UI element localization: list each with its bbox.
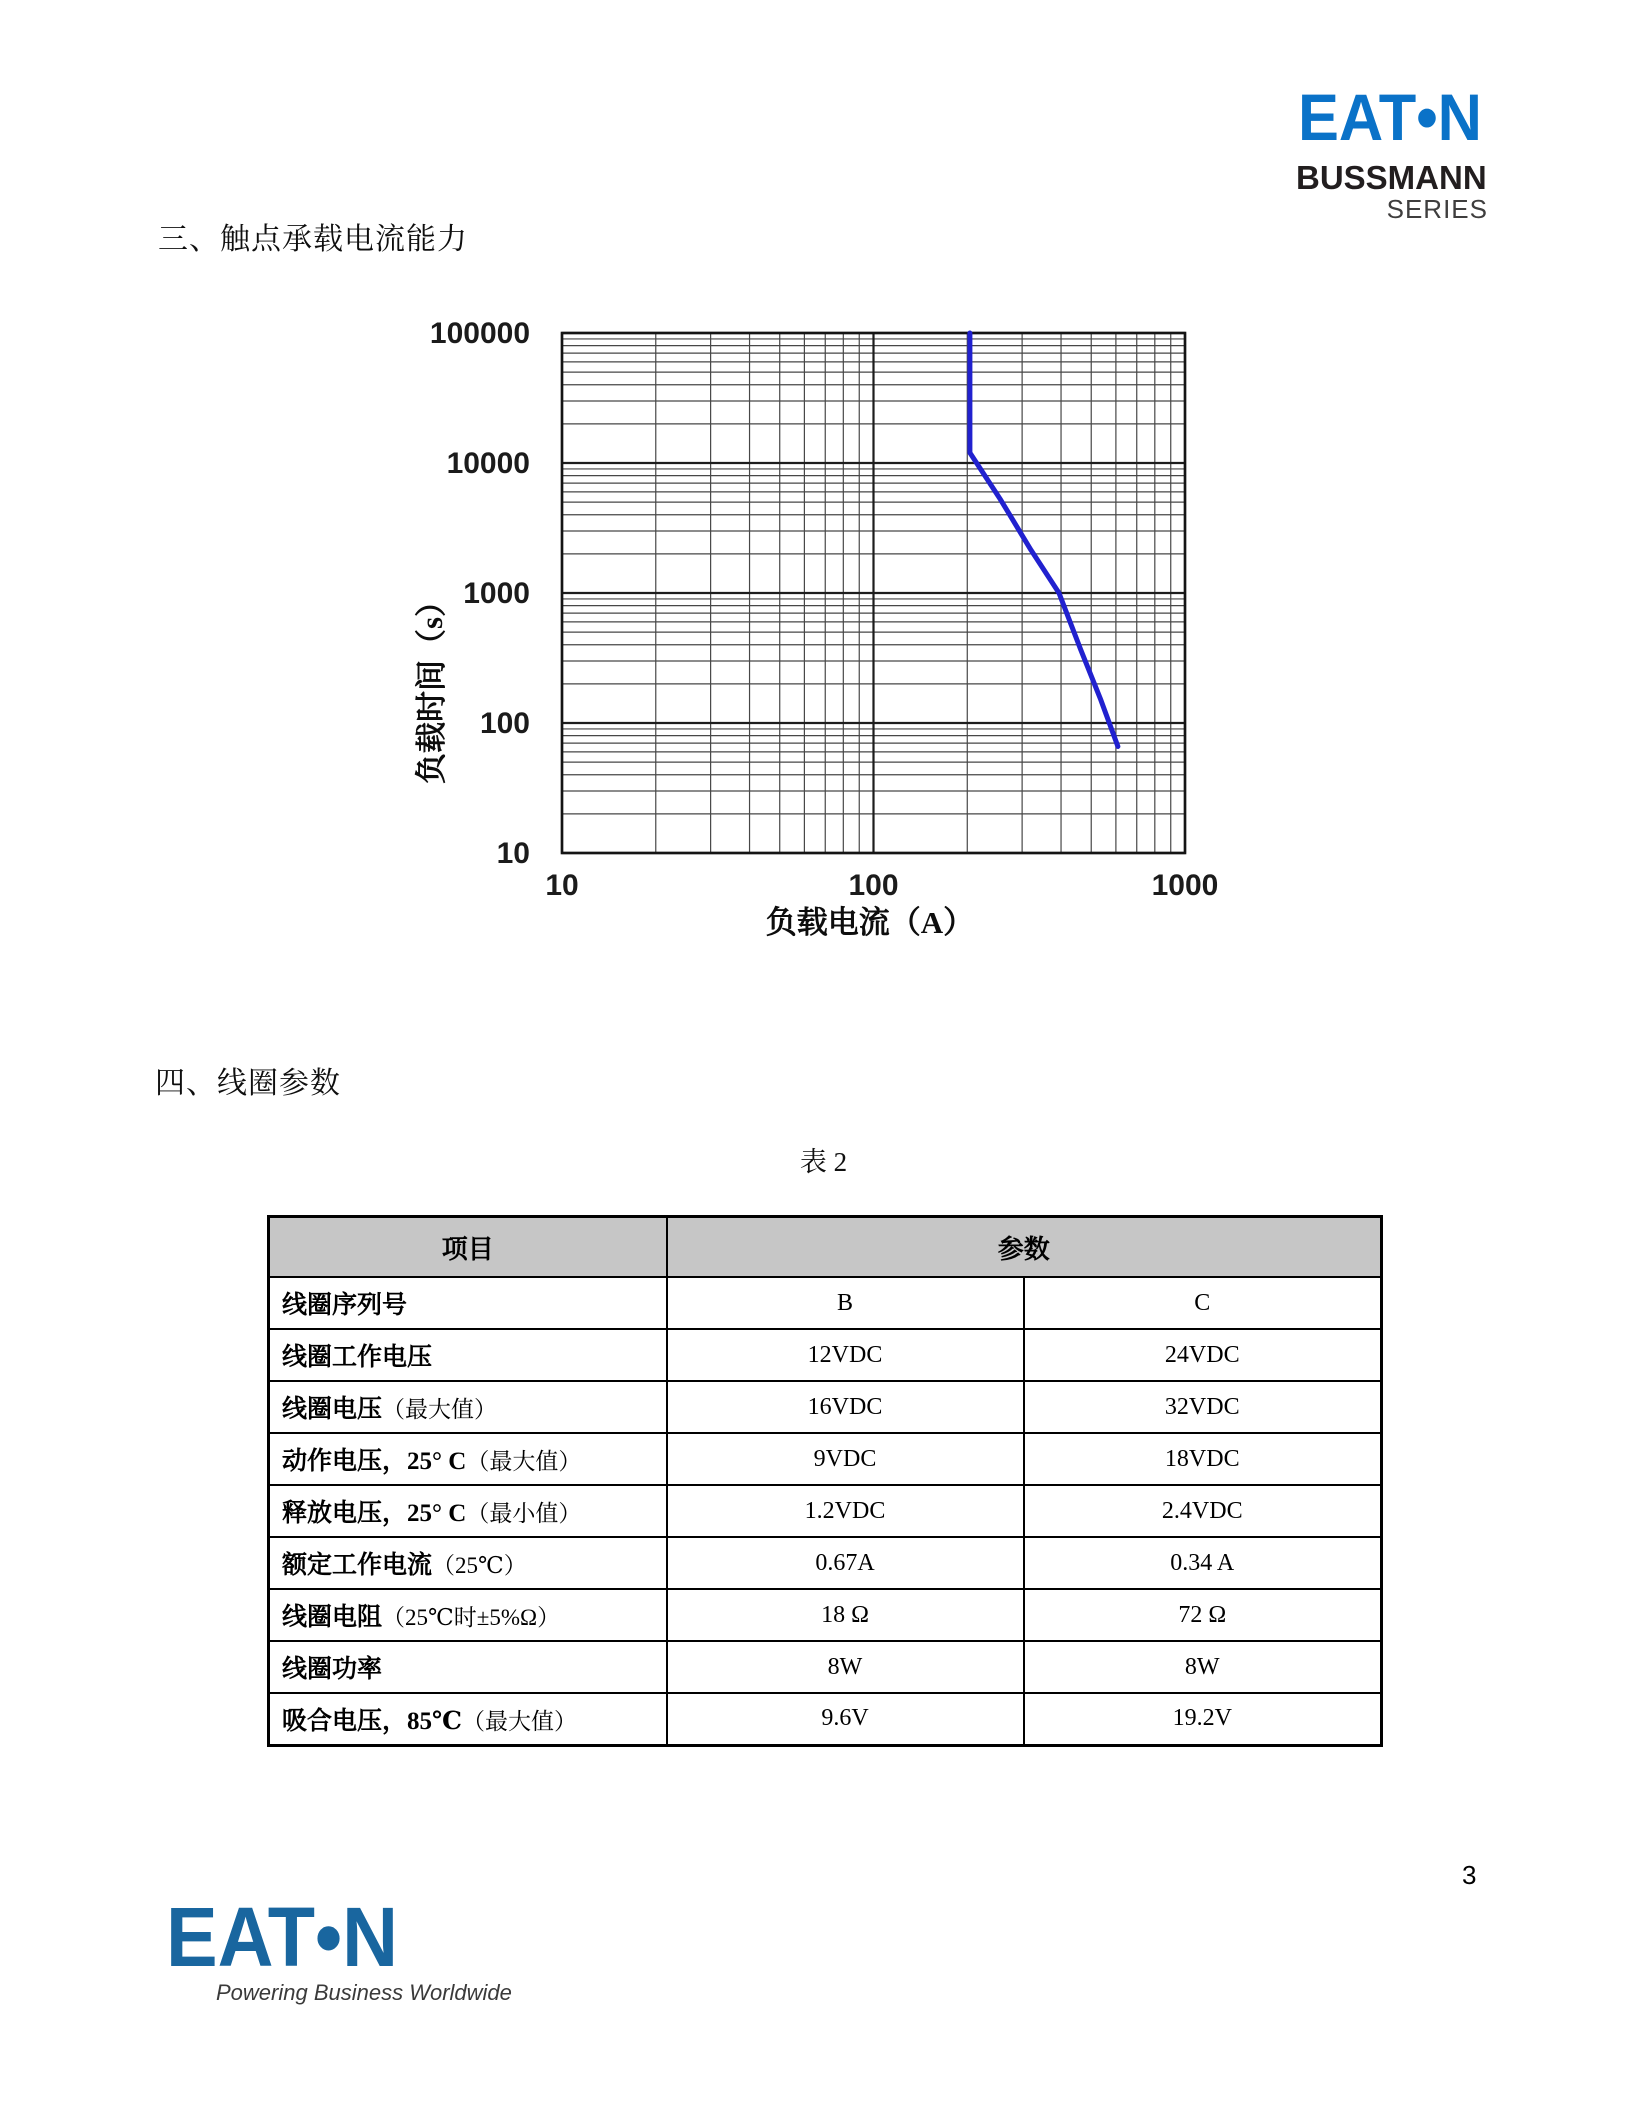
table-row (269, 1485, 1382, 1537)
y-tick-label: 10 (496, 837, 530, 870)
table-caption: 表 2 (799, 1147, 848, 1177)
data-curve (970, 333, 1118, 747)
y-tick-label: 10000 (446, 447, 530, 480)
value-b: 8W (667, 1641, 1024, 1693)
row-label: 吸合电压，85℃（最大值） (269, 1693, 667, 1745)
value-b: 0.67A (667, 1537, 1024, 1589)
eaton-footer-brand (164, 1894, 512, 2005)
row-label: 释放电压，25° C（最小值） (269, 1485, 667, 1537)
eaton-logo-icon (1296, 86, 1488, 148)
section-3-heading: 三、触点承载电流能力 (158, 223, 468, 256)
value-b: B (667, 1277, 1024, 1329)
chart-canvas (380, 295, 1220, 985)
value-c: 2.4VDC (1024, 1485, 1382, 1537)
value-c: 32VDC (1024, 1381, 1382, 1433)
row-label: 线圈功率 (269, 1641, 667, 1693)
table-row (269, 1381, 1382, 1433)
table-header-row (269, 1217, 1382, 1278)
x-axis-title: 负载电流（A） (765, 905, 975, 940)
eaton-logo-icon (164, 1894, 414, 1978)
value-c: 72 Ω (1024, 1589, 1382, 1641)
value-b: 9.6V (667, 1693, 1024, 1745)
row-label: 额定工作电流（25℃） (269, 1537, 667, 1589)
table-row (269, 1329, 1382, 1381)
eaton-wordmark-bottom: EAT•N (166, 1894, 398, 1978)
row-label: 线圈工作电压 (269, 1329, 667, 1381)
table-row (269, 1641, 1382, 1693)
value-c: 19.2V (1024, 1693, 1382, 1745)
eaton-wordmark-top: EAT•N (1298, 86, 1482, 148)
table-row (269, 1693, 1382, 1745)
header-item: 项目 (269, 1217, 667, 1278)
table-row (269, 1277, 1382, 1329)
value-c: 24VDC (1024, 1329, 1382, 1381)
value-c: 18VDC (1024, 1433, 1382, 1485)
x-tick-label: 1000 (1151, 869, 1219, 902)
eaton-tagline: Powering Business Worldwide (216, 1980, 512, 2005)
y-tick-label: 100 (479, 707, 530, 740)
value-b: 9VDC (667, 1433, 1024, 1485)
y-tick-label: 1000 (463, 577, 530, 610)
table-row (269, 1433, 1382, 1485)
x-tick-label: 100 (848, 869, 899, 902)
bussmann-label: BUSSMANN (1296, 158, 1487, 197)
series-label: SERIES (1386, 194, 1488, 224)
row-label: 线圈序列号 (269, 1277, 667, 1329)
row-label: 线圈电压（最大值） (269, 1381, 667, 1433)
table-row (269, 1537, 1382, 1589)
coil-parameters-table (267, 1215, 1383, 1747)
value-b: 16VDC (667, 1381, 1024, 1433)
table-row (269, 1589, 1382, 1641)
page-number: 3 (1462, 1860, 1477, 1890)
row-label: 动作电压，25° C（最大值） (269, 1433, 667, 1485)
section-4-heading: 四、线圈参数 (155, 1067, 341, 1100)
x-tick-label: 10 (545, 869, 579, 902)
y-axis-title: 负载时间（s） (414, 585, 449, 785)
header-parameter: 参数 (667, 1217, 1382, 1278)
value-c: 0.34 A (1024, 1537, 1382, 1589)
value-b: 18 Ω (667, 1589, 1024, 1641)
bussmann-brand-block (1296, 86, 1488, 225)
row-label: 线圈电阻（25℃时±5%Ω） (269, 1589, 667, 1641)
load-current-time-chart (380, 295, 1220, 985)
value-c: C (1024, 1277, 1382, 1329)
y-tick-label: 100000 (429, 317, 530, 350)
value-c: 8W (1024, 1641, 1382, 1693)
value-b: 12VDC (667, 1329, 1024, 1381)
value-b: 1.2VDC (667, 1485, 1024, 1537)
